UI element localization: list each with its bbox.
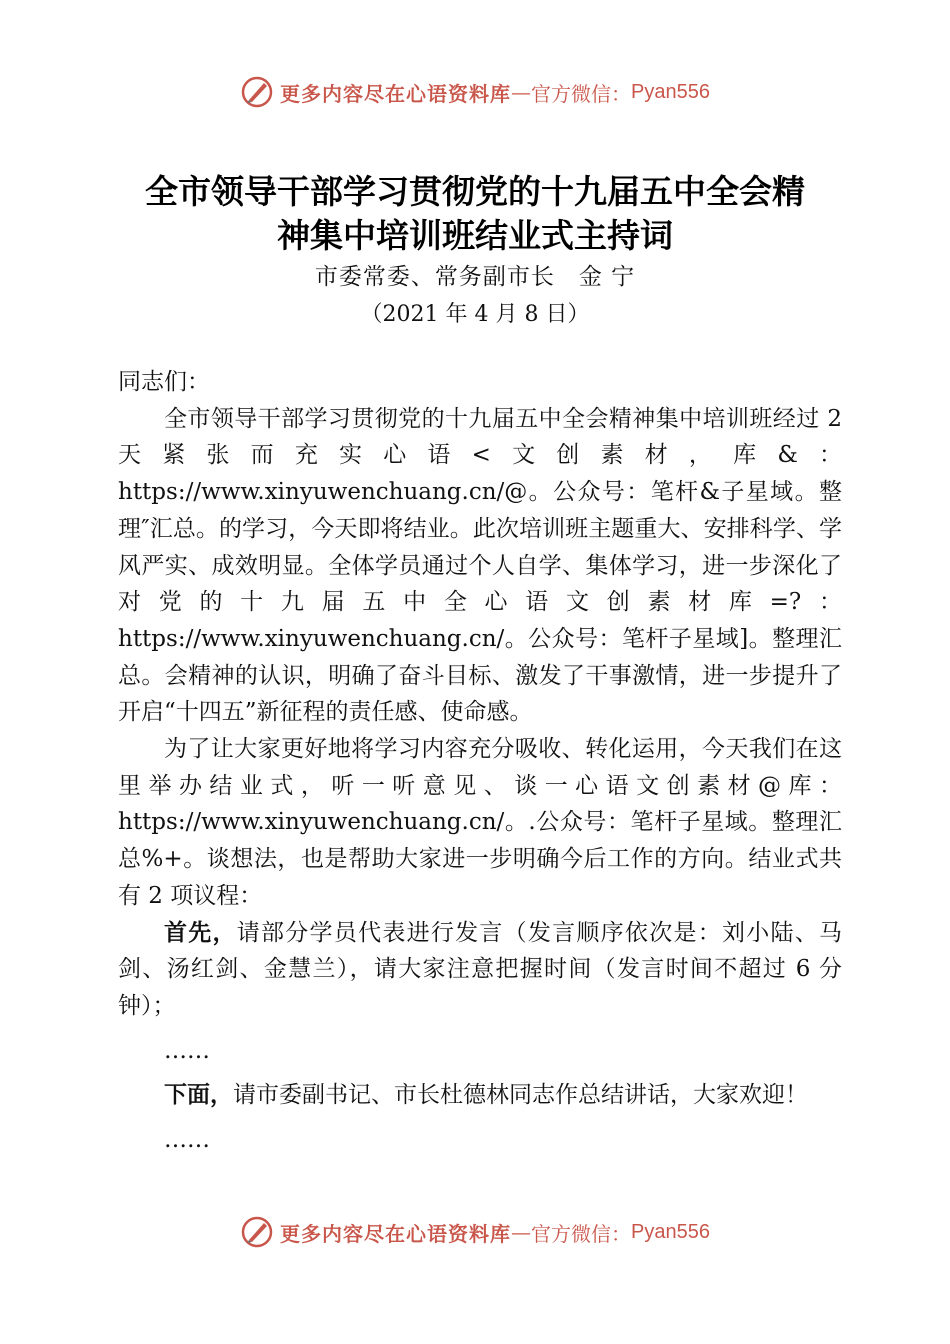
pen-logo-icon bbox=[240, 1215, 274, 1249]
agenda-item-2 bbox=[118, 1077, 842, 1114]
watermark-separator: — bbox=[511, 80, 532, 104]
agenda-item-1-text: 请部分学员代表进行发言（发言顺序依次是：刘小陆、马剑、汤红剑、金慧兰），请大家注意把握时间（发言时间不超过 6 分钟）； bbox=[118, 919, 843, 1019]
agenda-item-1-lead: 首先， bbox=[164, 919, 237, 946]
document-title bbox=[0, 170, 950, 258]
title-line-1: 全市领导干部学习贯彻党的十九届五中全会精 bbox=[145, 172, 805, 211]
watermark-footer bbox=[0, 1212, 950, 1252]
agenda-item-2-lead: 下面， bbox=[164, 1082, 233, 1109]
title-line-2: 神集中培训班结业式主持词 bbox=[277, 216, 673, 255]
watermark-wechat-id: Pyan556 bbox=[631, 1220, 710, 1243]
date-line: （2021 年 4 月 8 日） bbox=[360, 302, 590, 327]
watermark-wechat-id: Pyan556 bbox=[631, 80, 710, 103]
watermark-brand: 更多内容尽在心语资料库 bbox=[280, 81, 512, 106]
author-line: 市委常委、常务副市长 金 宁 bbox=[314, 264, 636, 290]
paragraph-1: 全市领导干部学习贯彻党的十九届五中全会精神集中培训班经过 2 天紧张而充实心语<文创素材，库&：https://www.xinyuwenchuang.cn/@。公众号：笔杆&子星域。整理″汇总。的学习，今天即将结业。此次培训班主题重大、安排科学、学风严实、成效明显。全体学员通过个人自学、集体学习，进一步深化了对党的十九届五中全心语文创素材库=?：https://www.xinyuwenchuang.cn/。公众号：笔杆子星域]。整理汇总。会精神的认识，明确了奋斗目标、激发了干事激情，进一步提升了开启“十四五”新征程的责任感、使命感。 bbox=[118, 405, 842, 726]
document-body bbox=[118, 364, 842, 1159]
agenda-item-2-text: 请市委副书记、市长杜德林同志作总结讲话，大家欢迎！ bbox=[233, 1082, 808, 1109]
pen-logo-icon bbox=[240, 75, 274, 109]
ellipsis-2: …… bbox=[164, 1127, 210, 1154]
paragraph-2: 为了让大家更好地将学习内容充分吸收、转化运用，今天我们在这里举办结业式，听一听意见、谈一心语文创素材@库：https://www.xinyuwenchuang.cn/。.公众号：笔杆子星域。整理汇总%+。谈想法，也是帮助大家进一步明确今后工作的方向。结业式共有 2 项议程： bbox=[118, 736, 842, 909]
watermark-brand: 更多内容尽在心语资料库 bbox=[280, 1221, 512, 1246]
watermark-header bbox=[0, 72, 950, 112]
ellipsis-1: …… bbox=[164, 1037, 210, 1064]
watermark-separator: — bbox=[511, 1220, 532, 1244]
agenda-item-1 bbox=[118, 915, 842, 1025]
watermark-wechat-label: 官方微信： bbox=[531, 81, 632, 106]
salutation: 同志们： bbox=[118, 369, 210, 395]
watermark-wechat-label: 官方微信： bbox=[531, 1221, 632, 1246]
